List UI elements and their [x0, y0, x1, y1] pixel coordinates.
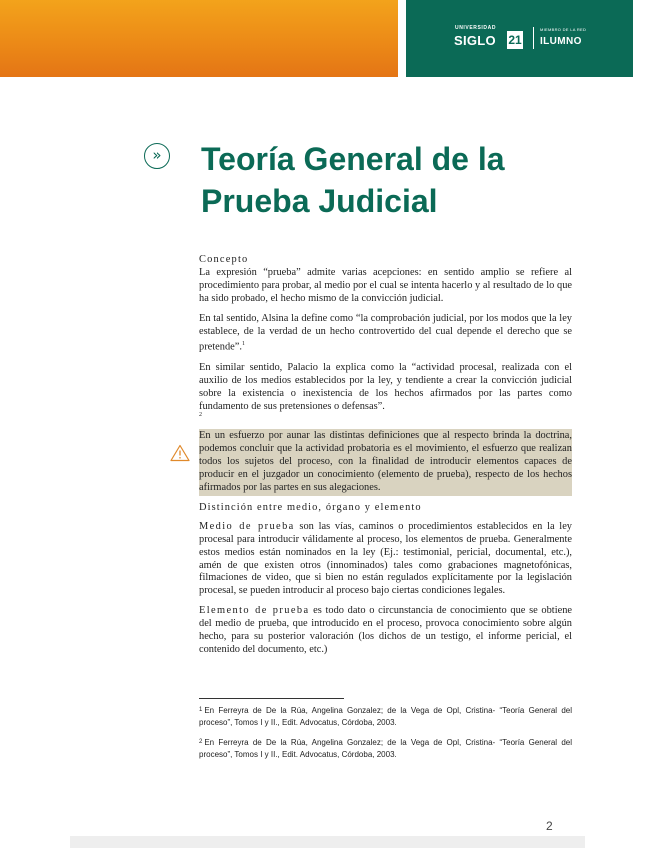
paragraph-elemento: [199, 605, 572, 657]
footer-bar: [70, 836, 585, 848]
document-body: [199, 254, 572, 664]
footnote-1-text: En Ferreyra de De la Rúa, Angelina Gonzalez; de la Vega de Opl, Cristina- “Teoría General del proceso”, Tomos I y II., Edit. Advocatus, Córdoba, 2003.: [199, 706, 572, 727]
logo-ilumno-text: ILUMNO: [540, 36, 582, 47]
paragraph-medio-text: son las vías, caminos o procedimientos establecidos en la ley procesal para introducir válidamente al proceso, los elementos de prueba. Generalmente estos medios están nominados en la ley (Ej.: testimonial, pericial, documental, etc.), amén de que existen otros (innominados) tales como grabaciones magnetofónicas, filmaciones de video, que si bien no están regulados explícitamente por la legislación procesal, se pueden introducir al proceso bajo ciertas condiciones legales.: [199, 520, 573, 597]
paragraph-3: [199, 362, 572, 423]
page-title: Teoría General de la Prueba Judicial: [201, 141, 505, 219]
page-number: 2: [546, 819, 553, 833]
logo-universidad-text: UNIVERSIDAD: [455, 25, 497, 31]
term-medio-de-prueba: Medio de prueba: [199, 520, 295, 532]
term-elemento-de-prueba: Elemento de prueba: [199, 605, 310, 617]
footnote-2: [199, 737, 572, 760]
footnote-ref-1: 1: [241, 341, 245, 348]
logo-miembro-text: MIEMBRO DE LA RED: [540, 27, 587, 32]
logo-21-box: 21: [508, 33, 522, 47]
footnote-2-number: 2: [199, 739, 203, 745]
footnote-2-text: En Ferreyra de De la Rúa, Angelina Gonzalez; de la Vega de Opl, Cristina- “Teoría General del proceso”, Tomos I y II., Edit. Advocatus, Córdoba, 2003.: [199, 738, 572, 759]
logo-siglo-text: SIGLO: [454, 33, 496, 48]
paragraph-3-text: En similar sentido, Palacio la explica como la “actividad procesal, realizada con el auxilio de los medios establecidos por la ley, y tendiente a crear la convicción judicial sobre la existencia o inexistencia de los hechos afirmados por las partes como fundamento de sus pretensiones o defensas”.: [199, 361, 572, 412]
highlighted-paragraph: En un esfuerzo por aunar las distintas definiciones que al respecto brinda la doctrina, podemos concluir que la actividad probatoria es el movimiento, el esfuerzo que realizan todos los sujetos del proceso, con la finalidad de introducir elementos capaces de producir en el juzgador un conocimiento (elemento de prueba), respecto de los hechos afirmados por las partes en sus alegaciones.: [199, 429, 572, 496]
chevron-double-right-icon: »: [144, 143, 170, 169]
footnotes: [199, 705, 572, 769]
warning-triangle-icon: [170, 444, 190, 462]
paragraph-1: La expresión “prueba” admite varias acepciones: en sentido amplio se refiere al procedimiento para probar, al medio por el cual se intenta hacerlo y al resultado de lo que ha sido probado, el hecho mismo de la convicción judicial.: [199, 266, 572, 304]
section-heading-concepto: Concepto: [199, 254, 249, 265]
footnote-divider: [199, 698, 344, 699]
paragraph-elemento-text: es todo dato o circunstancia de conocimiento que se obtiene del medio de prueba, que introducido en el proceso, provoca conocimiento sobre algún hecho, para su posterior valoración (los dichos de un testigo, el informe pericial, el contenido del documento, etc.): [199, 605, 572, 655]
footnote-1-number: 1: [199, 707, 203, 713]
section-heading-distincion: Distinción entre medio, órgano y elemento: [199, 501, 422, 513]
paragraph-medio: [199, 521, 572, 598]
footnote-ref-2: 2: [199, 412, 202, 419]
header-logo-panel: [406, 0, 633, 77]
header-orange-band: [0, 0, 398, 77]
logo-separator: [533, 27, 534, 49]
footnote-1: [199, 705, 572, 728]
paragraph-2: [199, 313, 572, 355]
paragraph-2-text: En tal sentido, Alsina la define como “la comprobación judicial, por los modos que la ley establece, de la verdad de un hecho controvertido del cual depende el derecho que se pretende”.: [199, 312, 572, 353]
